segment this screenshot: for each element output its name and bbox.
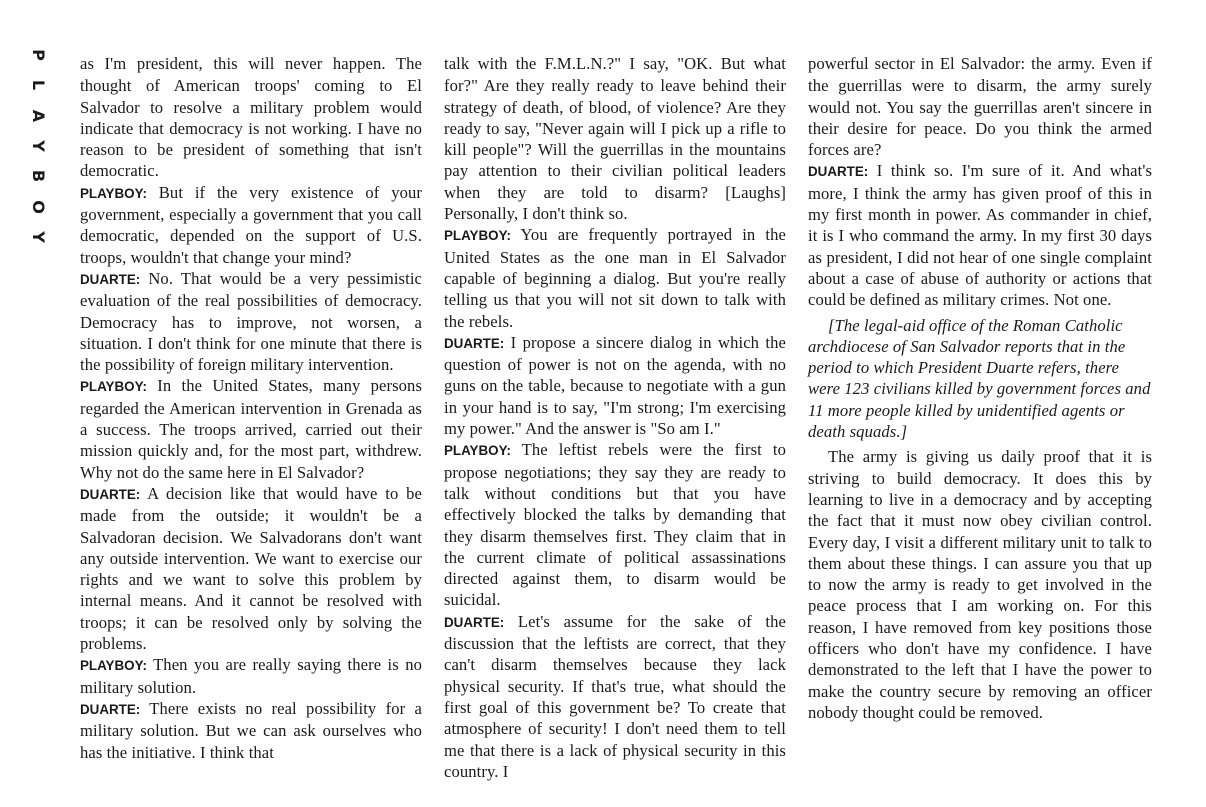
paragraph — [80, 53, 422, 182]
paragraph — [80, 182, 422, 268]
closing-paragraph: The army is giving us daily proof that it is striving to build democracy. It does this by learning to live in a democracy and by accepting the fact that it must now obey civilian control. Every day, I visit a different military unit to talk to them about these things. I can assure you that up to now the army is ready to get involved in the peace process that I am working on. For this reason, I have removed from key positions those officers who don't have my confidence. I have demonstrated to the left that I have the power to make the country secure by removing an officer nobody thought could be removed. — [808, 447, 1152, 722]
paragraph — [808, 53, 1152, 160]
paragraph-text: I propose a sincere dialog in which the question of power is not on the agenda, with no guns on the table, because to negotiate with a gun in your hand is to say, "I'm strong; I'm exercising my power." And the answer is "So am I." — [444, 332, 787, 439]
speaker-label: DUARTE: — [808, 164, 869, 180]
paragraph-text: powerful sector in El Salvador: the army. Even if the guerrillas were to disarm, the army surely would not. You say the guerrillas aren't sincere in their desire for peace. Do you think the armed forces are? — [808, 54, 1152, 160]
paragraph-text: I think so. I'm sure of it. And what's more, I think the army has given proof of this in my first month in power. As commander in chief, it is I who command the army. In my first 30 days as president, I did not hear of one single complaint about a case of abuse of authority or actions that could be defined as military crimes. Not one. — [808, 161, 1153, 310]
speaker-label: DUARTE: — [80, 271, 141, 287]
paragraph — [444, 439, 786, 610]
paragraph-text: Then you are really saying there is no military solution. — [80, 655, 422, 697]
paragraph — [444, 53, 786, 224]
paragraph — [444, 332, 786, 439]
paragraph — [444, 224, 786, 331]
paragraph — [80, 654, 422, 698]
spine-letter: P — [28, 49, 48, 61]
text-column-3 — [808, 53, 1152, 723]
spine-letter: A — [28, 109, 48, 122]
speaker-label: PLAYBOY: — [444, 443, 511, 459]
paragraph — [444, 611, 786, 782]
paragraph — [80, 698, 422, 763]
speaker-label: PLAYBOY: — [80, 379, 147, 395]
text-column-1 — [80, 53, 422, 763]
editor-note: [The legal-aid office of the Roman Catholic archdiocese of San Salvador reports that in the period to which President Duarte refers, there were 123 civilians killed by government forces and 11 more people killed by unidentified agents or death squads.] — [808, 315, 1151, 442]
speaker-label: PLAYBOY: — [80, 185, 147, 201]
paragraph-text: No. That would be a very pessimistic evaluation of the real possibilities of democracy. Democracy has to improve, not worsen, a situation. I don't think for one minute that there is the possibility of foreign military intervention. — [80, 268, 423, 375]
speaker-label: PLAYBOY: — [444, 228, 511, 244]
spine-letter: B — [28, 170, 48, 183]
paragraph-text: The leftist rebels were the first to propose negotiations; they say they are ready to talk without conditions but that you have effectively blocked the talks by demanding that they disarm themselves first. They claim that in the current climate of political assassinations directed against them, to disarm would be suicidal. — [444, 440, 786, 610]
paragraph-text: Let's assume for the sake of the discussion that the leftists are correct, that they can't disarm themselves because they lack physical security. If that's true, what should the first goal of this government be? To create that atmosphere of security! I don't need them to tell me that there is a lack of physical security in this country. I — [444, 611, 787, 781]
paragraph-text: But if the very existence of your government, especially a government that you call democratic, depended on the support of U.S. troops, wouldn't that change your mind? — [80, 182, 423, 267]
spine-letter: O — [28, 199, 48, 214]
speaker-label: PLAYBOY: — [80, 658, 147, 674]
magazine-spine-label — [24, 46, 52, 246]
speaker-label: DUARTE: — [80, 486, 141, 502]
paragraph-text: A decision like that would have to be made from the outside; it wouldn't be a Salvadoran decision. We Salvadorans don't want any outside intervention. We want to exercise our rights and we want to solve this problem by internal means. And it cannot be resolved with troops; it can be resolved only by solving the problems. — [80, 483, 422, 654]
paragraph-text: as I'm president, this will never happen. The thought of American troops' coming to El Salvador to resolve a military problem would indicate that democracy is not working. I have no reason to be president of something that isn't democratic. — [80, 54, 422, 181]
paragraph-text: You are frequently portrayed in the United States as the one man in El Salvador capable of beginning a dialog. But you're really telling us that you will not sit down to talk with the rebels. — [444, 225, 786, 331]
paragraph — [80, 268, 422, 375]
paragraph — [808, 160, 1152, 310]
spine-letter: Y — [29, 231, 48, 243]
speaker-label: DUARTE: — [444, 335, 505, 351]
paragraph — [80, 483, 422, 654]
speaker-label: DUARTE: — [444, 614, 505, 630]
paragraph — [80, 375, 422, 482]
speaker-label: DUARTE: — [80, 701, 141, 717]
paragraph-text: talk with the F.M.L.N.?" I say, "OK. But what for?" Are they really ready to leave behind their strategy of death, of blood, of violence? Are they ready to say, "Never again will I pick up a rifle to kill people"? Will the guerrillas in the mountains pay attention to their civilian political leaders when they are told to disarm? [Laughs] Personally, I don't think so. — [444, 54, 786, 224]
paragraph-text: There exists no real possibility for a military solution. But we can ask ourselves who has the initiative. I think that — [80, 698, 422, 762]
spine-letter: L — [28, 80, 48, 91]
text-column-2 — [444, 53, 786, 782]
spine-letter: Y — [29, 140, 48, 152]
paragraph-text: In the United States, many persons regarded the American intervention in Grenada as a success. The troops arrived, carried out their mission quickly and, for the most part, withdrew. Why not do the same here in El Salvador? — [80, 376, 423, 482]
